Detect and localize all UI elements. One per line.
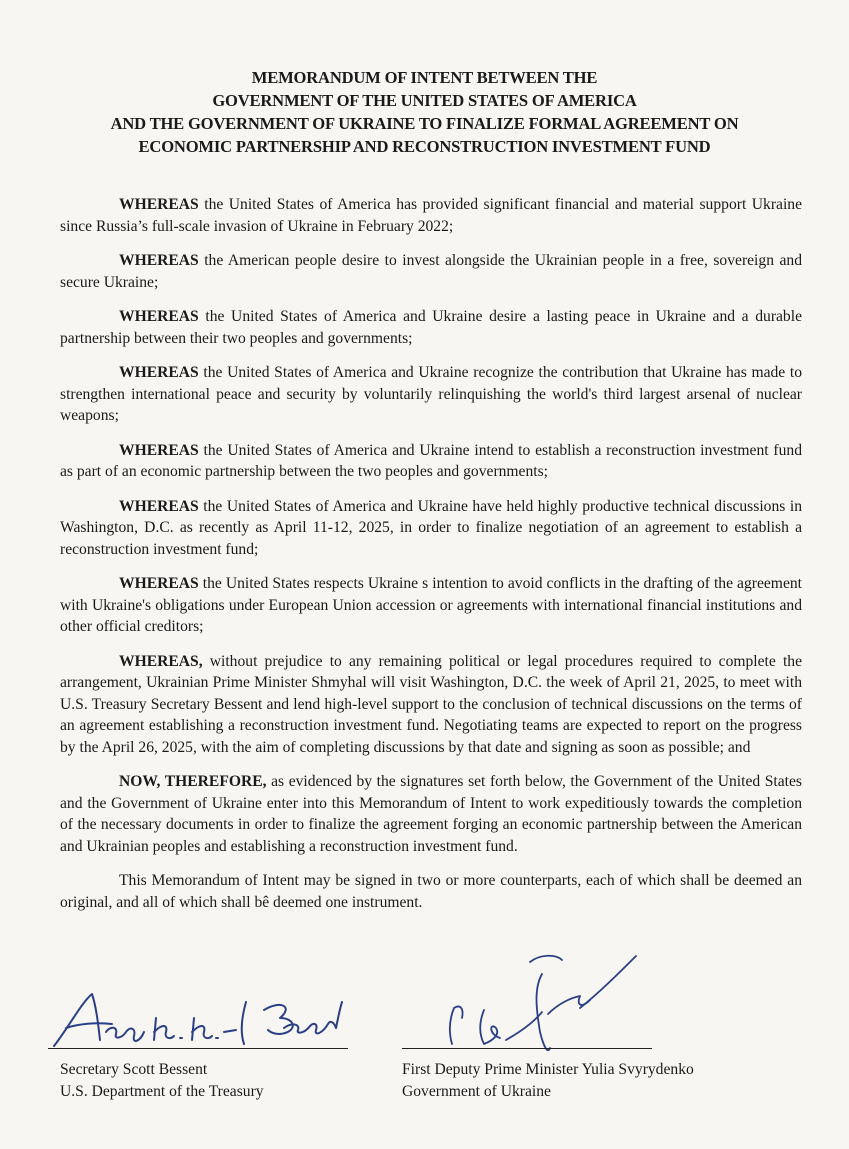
clause-text: the United States of America and Ukraine have held highly productive technical discussions in Washington, D.C. as recently as April 11-12, 2025, in order to finalize negotiation of an agreement to establish a reconstruction investment fund;	[60, 497, 802, 558]
whereas-clause	[60, 651, 802, 759]
whereas-clause	[60, 306, 802, 349]
clause-text: the United States of America has provided significant financial and material support Ukraine since Russia’s full-scale invasion of Ukraine in February 2022;	[60, 196, 802, 235]
whereas-clause	[60, 194, 802, 237]
clause-lead: WHEREAS	[119, 364, 199, 381]
bessent-signature	[48, 988, 348, 1060]
signatory-org: U.S. Department of the Treasury	[60, 1083, 264, 1100]
now-therefore-clause	[60, 771, 802, 857]
document-body	[60, 194, 802, 926]
clause-lead: WHEREAS	[119, 196, 199, 213]
svyrydenko-signature	[430, 948, 650, 1058]
clause-text: the United States respects Ukraine s intention to avoid conflicts in the drafting of the agreement with Ukraine's obligations under European Union accession or agreements with international financial institutions and other official creditors;	[60, 575, 802, 635]
clause-lead: WHEREAS	[119, 441, 199, 459]
title-line: AND THE GOVERNMENT OF UKRAINE TO FINALIZE FORMAL AGREEMENT ON	[110, 114, 739, 133]
clause-lead: WHEREAS	[119, 575, 199, 592]
clause-text: as evidenced by the signatures set forth below, the Government of the United States and the Government of Ukraine enter into this Memorandum of Intent to work expeditiously towards the completion of the necessary documents in order to finalize the agreement forging an economic partnership between the American and Ukrainian peoples and establishing a reconstruction investment fund.	[60, 773, 802, 855]
signatory-right	[402, 1059, 694, 1103]
document-title	[40, 66, 809, 158]
clause-text: the United States of America and Ukraine intend to establish a reconstruction investment fund as part of an economic partnership between the two peoples and governments;	[60, 441, 802, 480]
clause-text: the United States of America and Ukraine desire a lasting peace in Ukraine and a durable partnership between their two peoples and governments;	[60, 308, 802, 347]
counterparts-clause	[60, 870, 802, 913]
clause-lead: WHEREAS,	[119, 652, 203, 670]
clause-text: the American people desire to invest alongside the Ukrainian people in a free, sovereign and secure Ukraine;	[60, 252, 802, 291]
whereas-clause	[60, 362, 802, 427]
whereas-clause	[60, 496, 802, 561]
whereas-clause	[60, 573, 802, 638]
clause-lead: WHEREAS	[119, 252, 199, 269]
signatory-name: Secretary Scott Bessent	[60, 1061, 208, 1078]
title-line: GOVERNMENT OF THE UNITED STATES OF AMERICA	[212, 91, 637, 110]
whereas-clause	[60, 440, 802, 483]
signatory-left	[60, 1059, 264, 1103]
clause-text: without prejudice to any remaining political or legal procedures required to complete the arrangement, Ukrainian Prime Minister Shmyhal will visit Washington, D.C. the week of April 21, 2025, to meet with U.S. Treasury Secretary Bessent and lend high-level support to the conclusion of technical discussions on the terms of an agreement establishing a reconstruction investment fund. Negotiating teams are expected to report on the progress by the April 26, 2025, with the aim of completing discussions by that date and signing as soon as possible; and	[60, 652, 802, 756]
clause-text: the United States of America and Ukraine recognize the contribution that Ukraine has made to strengthen international peace and security by voluntarily relinquishing the world's third largest arsenal of nuclear weapons;	[60, 364, 802, 424]
title-line: ECONOMIC PARTNERSHIP AND RECONSTRUCTION INVESTMENT FUND	[138, 137, 711, 156]
signature-line-left	[48, 1048, 348, 1049]
clause-text: This Memorandum of Intent may be signed in two or more counterparts, each of which shall be deemed an original, and all of which shall bê deemed one instrument.	[60, 872, 802, 911]
clause-lead: WHEREAS	[119, 308, 199, 325]
clause-lead: WHEREAS	[119, 497, 199, 515]
signatory-org: Government of Ukraine	[402, 1083, 551, 1100]
signatory-name: First Deputy Prime Minister Yulia Svyrydenko	[402, 1061, 694, 1078]
clause-lead: NOW, THEREFORE,	[119, 773, 267, 790]
title-line: MEMORANDUM OF INTENT BETWEEN THE	[251, 68, 598, 87]
signature-line-right	[402, 1048, 652, 1049]
whereas-clause	[60, 250, 802, 293]
